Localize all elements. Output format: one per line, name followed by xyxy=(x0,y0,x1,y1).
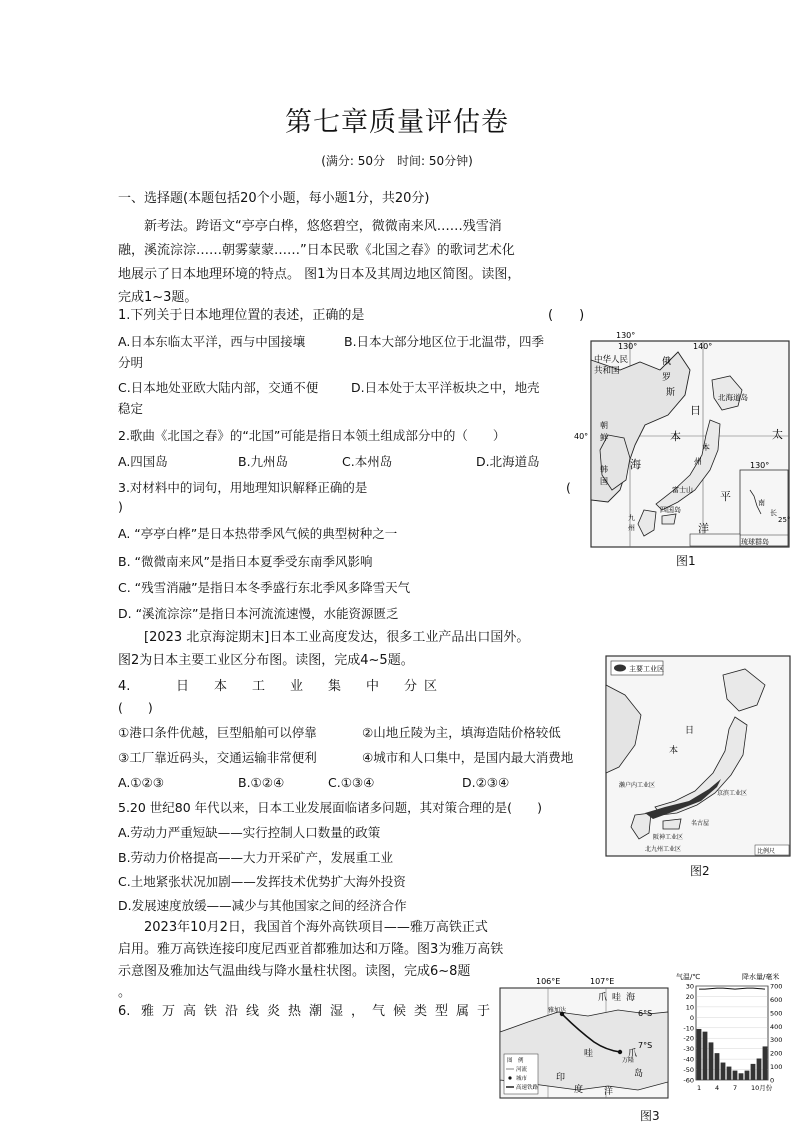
chart-right-tick-label: 500 xyxy=(770,1009,783,1018)
fig3-island-label: 岛 xyxy=(634,1069,644,1079)
q1-answer-paren: ( ) xyxy=(548,308,585,323)
fig1-country-label: 俄 xyxy=(662,357,672,367)
chart-left-tick-label: -60 xyxy=(683,1076,694,1085)
intro1-line3: 地展示了日本地理环境的特点。 图1为日本及其周边地区简图。读图， xyxy=(118,267,521,282)
q4-stem-char: 日 xyxy=(176,679,190,694)
chart-precip-bar xyxy=(745,1071,750,1080)
chart-left-axis-title: 气温/℃ xyxy=(676,973,701,981)
fig1-lat-label: 40° xyxy=(574,432,589,441)
chart-right-tick-label: 0 xyxy=(770,1076,775,1085)
intro3-line2: 启用。雅万高铁连接印度尼西亚首都雅加达和万隆。图3为雅万高铁 xyxy=(118,942,504,957)
q1-option-d-cont: 稳定 xyxy=(118,401,144,416)
fig2-scale-label: 比例尺 xyxy=(757,848,776,855)
fig3-lat-label: 7°S xyxy=(638,1041,653,1050)
q2-option-d: D.北海道岛 xyxy=(476,454,540,469)
fig1-place-label: 琉球群岛 xyxy=(741,538,769,546)
q6-stem-char: 高 xyxy=(183,1004,197,1019)
fig1-ocean-label: 太 xyxy=(772,428,783,441)
q4-stem-char: 工 xyxy=(252,679,266,694)
q5-option-a: A.劳动力严重短缺——实行控制人口数量的政策 xyxy=(118,825,381,840)
intro2-line1: [2023 北京海淀期末]日本工业高度发达，很多工业产品出口国外。 xyxy=(118,630,530,645)
q6-stem-char: 雅 xyxy=(141,1004,155,1019)
chart-precip-bar xyxy=(751,1064,756,1080)
fig3-sea-label: 海 xyxy=(626,993,636,1003)
q5-option-d: D.发展速度放缓——减少与其他国家之间的经济合作 xyxy=(118,898,407,913)
fig2-zone-label: 京滨工业区 xyxy=(717,790,748,797)
fig3-sea-label: 爪 xyxy=(598,993,608,1003)
intro3-line4: 。 xyxy=(118,985,132,1000)
fig2-zone-label: 名古屋 xyxy=(691,820,710,827)
fig1-place-label: 南 xyxy=(758,499,765,507)
fig3-ocean-label: 洋 xyxy=(604,1087,614,1097)
q4-statement-3: ③工厂靠近码头，交通运输非常便利 xyxy=(118,750,317,765)
chart-precip-bar xyxy=(763,1046,768,1080)
q6-stem-char: 潮 xyxy=(309,1004,323,1019)
q5-option-c: C.土地紧张状况加剧——发挥技术优势扩大海外投资 xyxy=(118,874,406,889)
q6-stem-char: 属 xyxy=(456,1004,470,1019)
q4-option-b: B.①②④ xyxy=(238,775,285,790)
q4-option-d: D.②③④ xyxy=(462,775,510,790)
q6-stem-char: 万 xyxy=(162,1004,176,1019)
fig3-ocean-label: 度 xyxy=(574,1085,584,1095)
fig1-lon-label: 130° xyxy=(616,331,636,340)
fig1-place-label: 州 xyxy=(628,524,635,532)
q4-stem-char: 中 xyxy=(366,679,380,694)
q4-answer-paren: ( ) xyxy=(118,700,153,715)
fig2-sea-label: 本 xyxy=(669,746,679,756)
figure3-railway-map xyxy=(498,972,674,1102)
q4-stem-char: 本 xyxy=(214,679,228,694)
q6-stem-char: 于 xyxy=(477,1004,491,1019)
fig1-country-label: 朝 xyxy=(600,421,608,430)
q5-stem: 5.20 世纪80 年代以来，日本工业发展面临诸多问题，其对策合理的是( ) xyxy=(118,800,542,815)
figure3-caption: 图3 xyxy=(640,1109,660,1123)
q6-stem-char: 铁 xyxy=(204,1004,218,1019)
figure1-japan-map xyxy=(574,331,791,550)
chart-right-tick-label: 600 xyxy=(770,995,783,1004)
figure1-caption: 图1 xyxy=(676,554,696,568)
fig3-island-label: 爪 xyxy=(628,1049,638,1059)
q3-option-c: C. “残雪消融”是指日本冬季盛行东北季风多降雪天气 xyxy=(118,580,411,595)
q6-stem-char: 炎 xyxy=(267,1004,281,1019)
chart-right-tick-label: 700 xyxy=(770,982,783,991)
chart-right-tick-label: 100 xyxy=(770,1063,783,1072)
q1-option-b-cont: 分明 xyxy=(118,355,144,370)
chart-precip-bar xyxy=(709,1042,714,1080)
q6-stem-char: 6. xyxy=(118,1004,131,1019)
fig1-place-label: 富士山 xyxy=(672,486,693,494)
chart-right-tick-label: 300 xyxy=(770,1036,783,1045)
chart-left-tick-label: 10 xyxy=(685,1003,694,1012)
chart-left-tick-label: -50 xyxy=(683,1066,694,1075)
intro2-line2: 图2为日本主要工业区分布图。读图，完成4~5题。 xyxy=(118,653,414,668)
intro1-line4: 完成1~3题。 xyxy=(118,290,198,305)
fig1-country-label: 国 xyxy=(600,477,608,486)
q6-stem-char: 沿 xyxy=(225,1004,239,1019)
chart-left-tick-label: 20 xyxy=(685,992,694,1001)
q3-paren-close: ) xyxy=(118,499,123,514)
chart-precip-bar xyxy=(727,1067,732,1080)
fig1-place-label: 北海道岛 xyxy=(718,393,748,402)
chart-left-tick-label: -30 xyxy=(683,1045,694,1054)
fig3-legend-item: 河流 xyxy=(516,1067,528,1073)
chart-left-tick-label: -10 xyxy=(683,1024,694,1033)
q3-option-d: D. “溪流淙淙”是指日本河流流速慢，水能资源匮乏 xyxy=(118,606,399,621)
q6-stem-char: 型 xyxy=(435,1004,449,1019)
chart-x-tick-label: 10月份 xyxy=(751,1084,773,1092)
chart-x-tick-label: 7 xyxy=(733,1084,738,1092)
fig1-lon-label: 130° xyxy=(618,342,638,351)
fig1-lon-label: 130° xyxy=(750,461,770,470)
page-title: 第七章质量评估卷 xyxy=(285,107,509,138)
q4-stem-char: 区 xyxy=(424,679,438,694)
q2-option-c: C.本州岛 xyxy=(342,454,393,469)
fig1-sea-label: 本 xyxy=(670,430,681,443)
q2-stem: 2.歌曲《北国之春》的“北国”可能是指日本领土组成部分中的（ ） xyxy=(118,428,506,443)
fig1-country-label: 斯 xyxy=(666,388,676,398)
chart-right-tick-label: 400 xyxy=(770,1022,783,1031)
intro3-line3: 示意图及雅加达气温曲线与降水量柱状图。读图，完成6~8题 xyxy=(118,964,471,979)
fig2-zone-label: 濑户内工业区 xyxy=(619,782,656,789)
q1-option-b: B.日本大部分地区位于北温带，四季 xyxy=(344,334,545,349)
q6-stem-char: ， xyxy=(351,1004,365,1019)
fig1-place-label: 州 xyxy=(694,457,702,466)
fig2-legend-label: 主要工业区 xyxy=(629,665,664,673)
q4-option-c: C.①③④ xyxy=(328,775,375,790)
q6-stem-char: 气 xyxy=(372,1004,386,1019)
chart-precip-bar xyxy=(697,1029,702,1080)
fig1-lon-label: 140° xyxy=(693,342,713,351)
chart-left-tick-label: -20 xyxy=(683,1034,694,1043)
q4-statement-2: ②山地丘陵为主，填海造陆价格较低 xyxy=(362,725,561,740)
chart-precip-bar xyxy=(715,1053,720,1080)
figure3-climate-chart xyxy=(676,970,790,1104)
q3-paren-open: ( xyxy=(566,480,571,495)
fig1-country-label: 中华人民 xyxy=(594,355,629,365)
fig3-lon-label: 107°E xyxy=(590,977,615,986)
q6-stem-char: 热 xyxy=(288,1004,302,1019)
intro1-line2: 融，溪流淙淙……朝雾蒙蒙……”日本民歌《北国之春》的歌词艺术化 xyxy=(118,243,515,258)
fig2-sea-label: 日 xyxy=(685,726,695,736)
fig1-place-label: 长 xyxy=(770,509,777,517)
fig3-city-label: 万隆 xyxy=(622,1057,635,1064)
q4-number: 4. xyxy=(118,679,131,694)
chart-precip-bar xyxy=(757,1059,762,1080)
figure2-caption: 图2 xyxy=(690,864,710,878)
chart-left-tick-label: -40 xyxy=(683,1055,694,1064)
fig3-sea-label: 哇 xyxy=(612,993,622,1003)
q3-stem: 3.对材料中的词句，用地理知识解释正确的是 xyxy=(118,480,368,495)
fig1-ocean-label: 平 xyxy=(720,490,731,503)
chart-x-tick-label: 4 xyxy=(715,1084,720,1092)
fig1-country-label: 韩 xyxy=(600,465,608,474)
fig1-place-label: 九 xyxy=(628,514,635,522)
fig1-country-label: 罗 xyxy=(662,373,672,383)
q3-option-a: A. “亭亭白桦”是日本热带季风气候的典型树种之一 xyxy=(118,526,398,541)
intro3-line1: 2023年10月2日，我国首个海外高铁项目——雅万高铁正式 xyxy=(118,920,488,935)
page-subtitle: (满分: 50分 时间: 50分钟) xyxy=(321,154,473,168)
fig3-lon-label: 106°E xyxy=(536,977,561,986)
q2-option-b: B.九州岛 xyxy=(238,454,289,469)
fig3-city-label: 雅加达 xyxy=(548,1007,567,1014)
chart-left-tick-label: 0 xyxy=(689,1013,694,1022)
fig3-island-label: 哇 xyxy=(584,1049,594,1059)
chart-precip-bar xyxy=(703,1032,708,1080)
q6-stem-char: 湿 xyxy=(330,1004,344,1019)
fig3-ocean-label: 印 xyxy=(556,1073,566,1083)
fig1-sea-label: 海 xyxy=(630,458,641,471)
q3-option-b: B. “微微南来风”是指日本夏季受东南季风影响 xyxy=(118,554,373,569)
q4-statement-4: ④城市和人口集中，是国内最大消费地 xyxy=(362,750,574,765)
q5-option-b: B.劳动力价格提高——大力开采矿产，发展重工业 xyxy=(118,850,394,865)
q4-stem-char: 分 xyxy=(404,679,418,694)
q2-option-a: A.四国岛 xyxy=(118,454,168,469)
q4-stem-char: 集 xyxy=(328,679,342,694)
q6-stem-char: 候 xyxy=(393,1004,407,1019)
fig1-place-label: 四国岛 xyxy=(660,506,681,514)
fig1-country-label: 共和国 xyxy=(594,366,620,376)
q1-option-d: D.日本处于太平洋板块之中，地壳 xyxy=(351,380,540,395)
chart-precip-bar xyxy=(733,1071,738,1080)
q4-option-a: A.①②③ xyxy=(118,775,164,790)
intro1-line1: 新考法。跨语文“亭亭白桦，悠悠碧空，微微南来风……残雪消 xyxy=(118,219,502,234)
fig3-legend-item: 高速铁路 xyxy=(516,1085,539,1091)
figure2-industry-map xyxy=(605,655,791,857)
chart-x-tick-label: 1 xyxy=(697,1084,702,1092)
chart-right-axis-title: 降水量/毫米 xyxy=(742,973,780,981)
section-heading: 一、选择题(本题包括20个小题，每小题1分，共20分) xyxy=(118,191,430,206)
chart-precip-bar xyxy=(739,1073,744,1080)
q4-stem-char: 业 xyxy=(290,679,304,694)
q1-stem: 1.下列关于日本地理位置的表述，正确的是 xyxy=(118,308,365,323)
fig2-zone-label: 阪神工业区 xyxy=(653,834,684,841)
q4-statement-1: ①港口条件优越，巨型船舶可以停靠 xyxy=(118,725,317,740)
chart-left-tick-label: 30 xyxy=(685,982,694,991)
chart-right-tick-label: 200 xyxy=(770,1049,783,1058)
fig3-lat-label: 6°S xyxy=(638,1009,653,1018)
q6-stem-char: 类 xyxy=(414,1004,428,1019)
fig2-zone-label: 北九州工业区 xyxy=(645,846,682,853)
fig1-country-label: 鲜 xyxy=(600,433,608,442)
fig1-lat-label: 25° xyxy=(778,516,791,524)
chart-precip-bar xyxy=(721,1063,726,1080)
q6-stem-char: 线 xyxy=(246,1004,260,1019)
fig1-ocean-label: 洋 xyxy=(698,522,709,535)
fig3-legend-item: 城市 xyxy=(516,1076,528,1082)
q1-option-a: A.日本东临太平洋，西与中国接壤 xyxy=(118,334,306,349)
fig1-sea-label: 日 xyxy=(690,404,701,417)
q1-option-c: C.日本地处亚欧大陆内部，交通不便 xyxy=(118,380,319,395)
fig1-place-label: 本 xyxy=(702,443,710,452)
fig3-legend-title: 图 例 xyxy=(507,1058,524,1064)
